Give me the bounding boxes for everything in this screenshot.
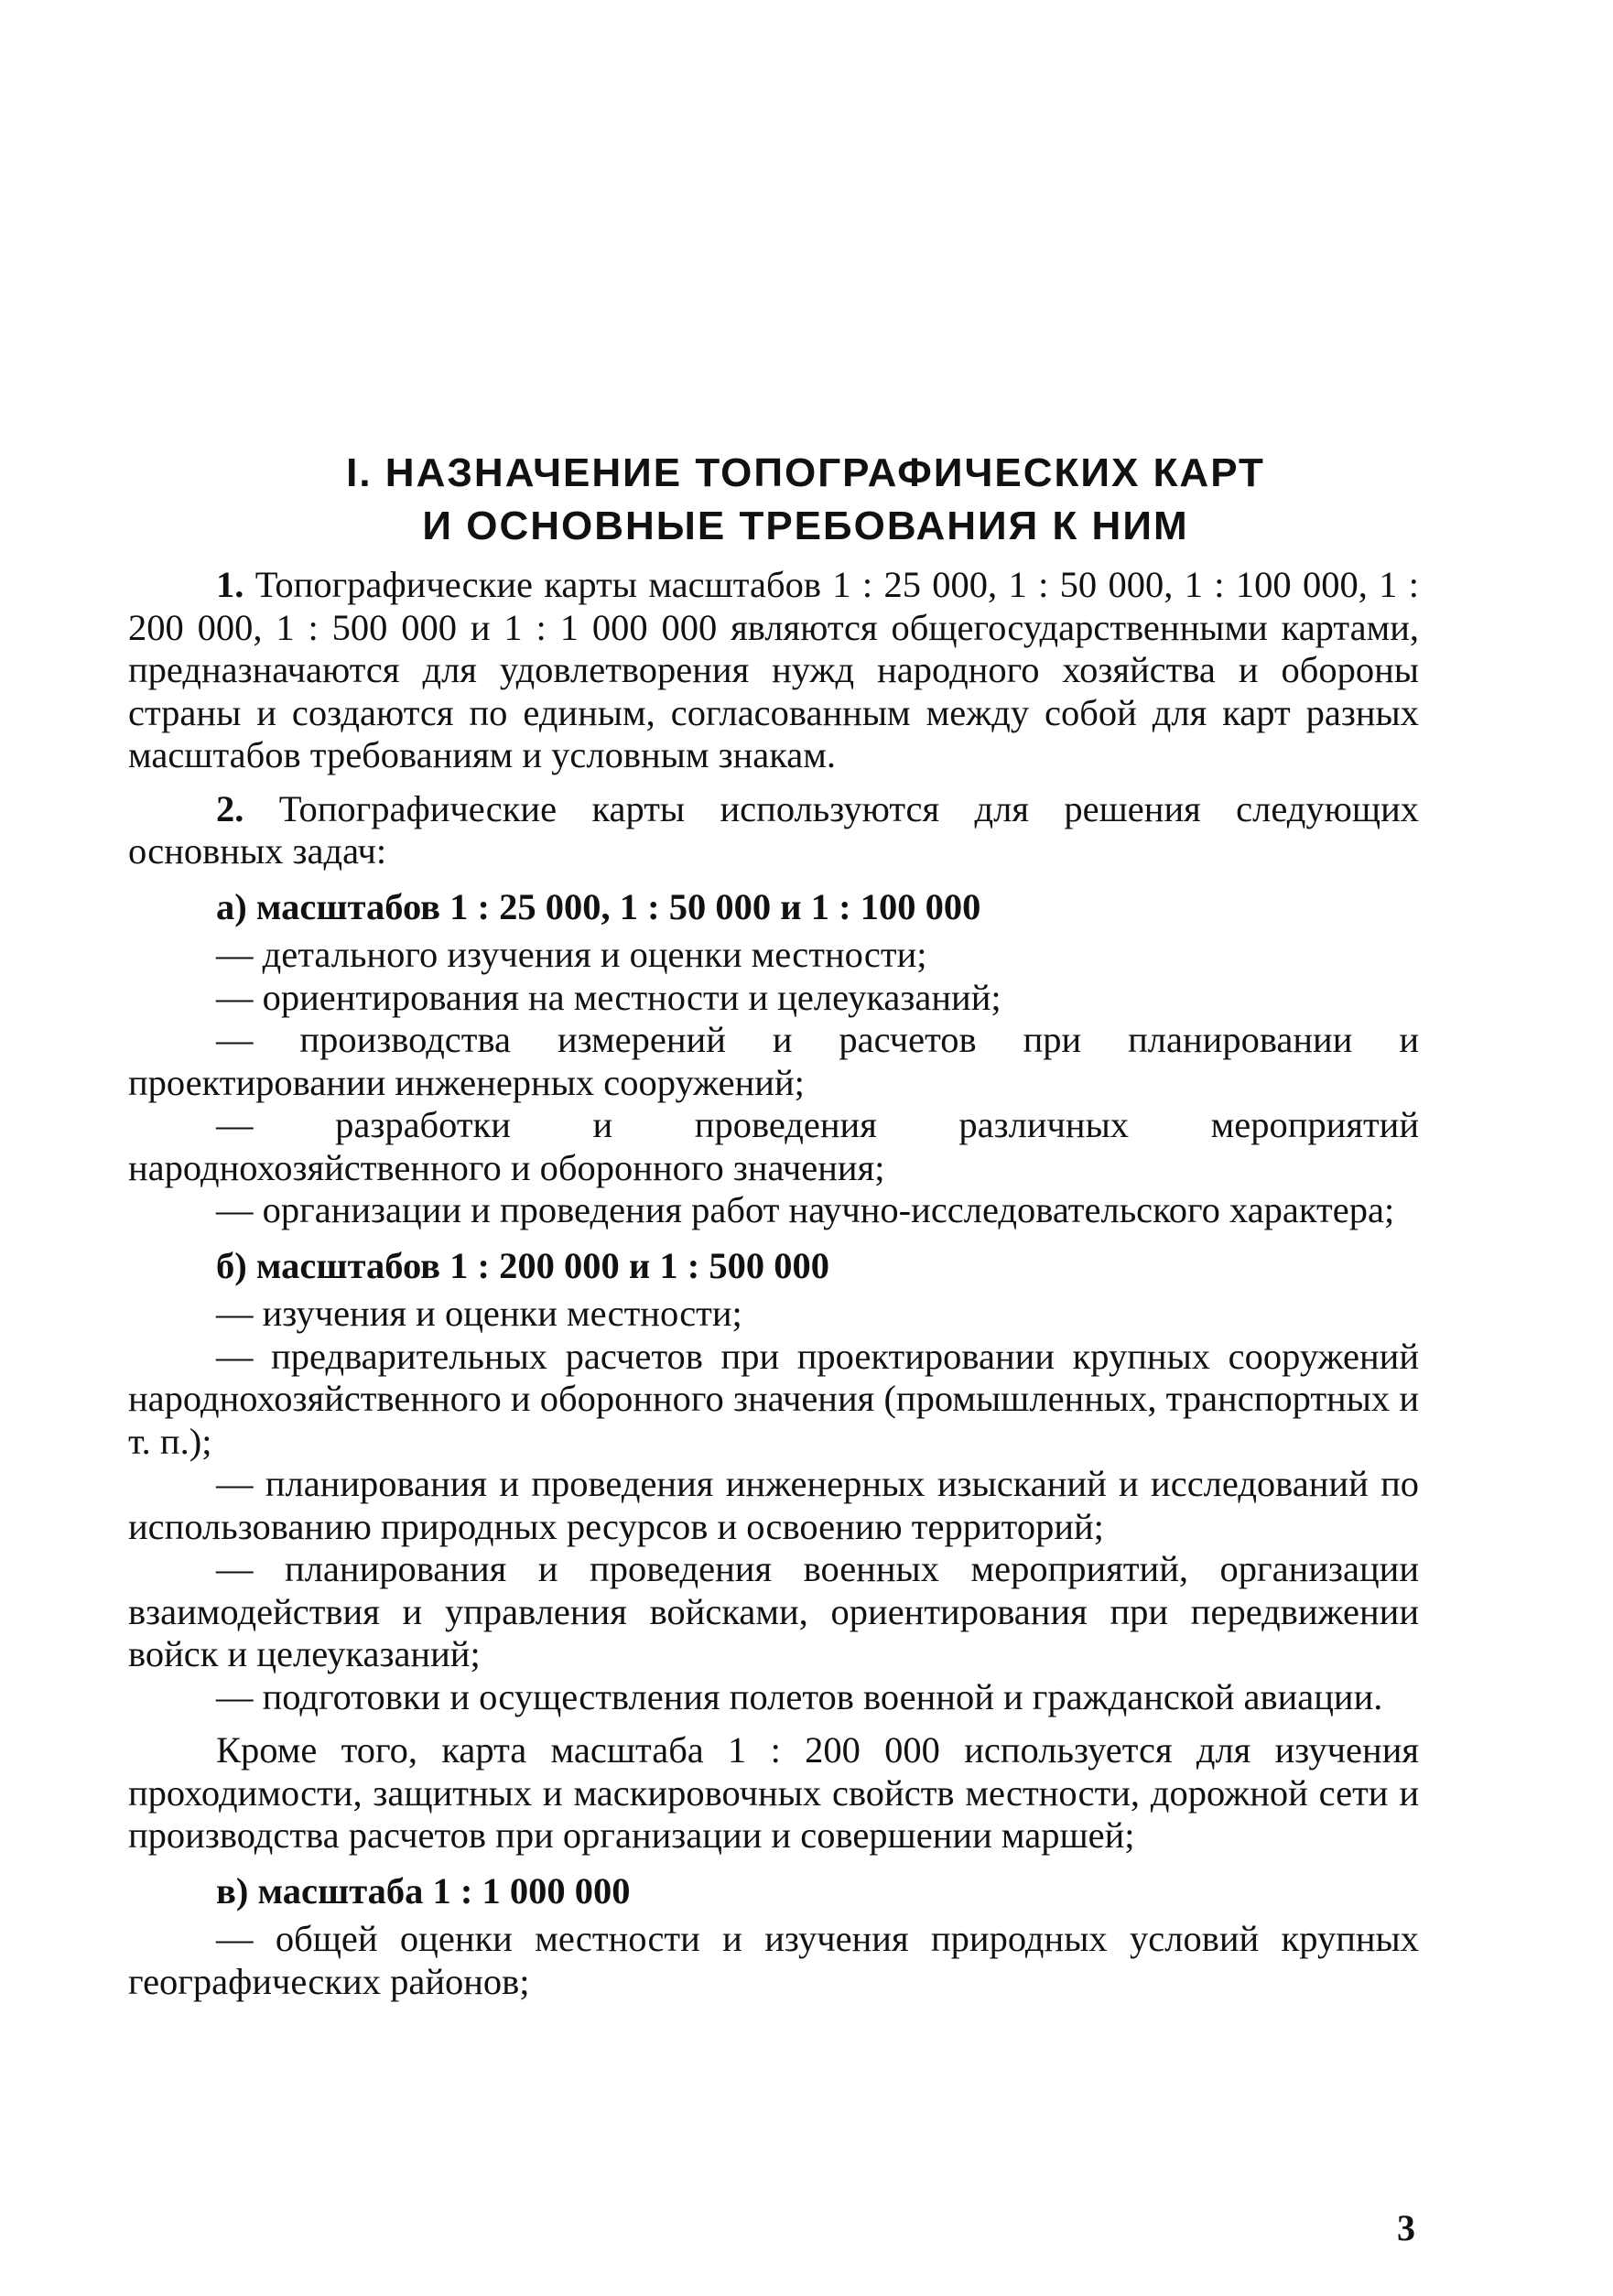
list-item: — ориентирования на местности и целеуказаний; [216, 976, 1001, 1018]
list-item: — подготовки и осуществления полетов военной и гражданской авиации. [216, 1675, 1383, 1717]
list-item: — детального изучения и оценки местности; [216, 934, 927, 975]
list-item: — общей оценки местности и изучения природных условий крупных географических районов; [128, 1918, 1419, 2002]
section-c-heading: в) масштаба 1 : 1 000 000 [216, 1869, 631, 1912]
paragraph-2 [128, 788, 1419, 873]
section-a-heading: а) масштабов 1 : 25 000, 1 : 50 000 и 1 : 100 000 [216, 885, 981, 927]
body-text [128, 564, 1419, 2003]
section-b-note: Кроме того, карта масштаба 1 : 200 000 используется для изучения проходимости, защитных и маскировочных свойств местности, дорожной сети и производства расчетов при организации и совершении маршей; [128, 1729, 1419, 1856]
section-b-heading: б) масштабов 1 : 200 000 и 1 : 500 000 [216, 1244, 829, 1286]
list-item: — разработки и проведения различных мероприятий народнохозяйственного и оборонного значения; [128, 1104, 1419, 1188]
paragraph-number: 1. [216, 564, 244, 605]
paragraph-text: Топографические карты используются для решения следующих основных задач: [128, 787, 1419, 872]
list-item: — планирования и проведения инженерных изысканий и исследований по использованию природных ресурсов и освоению территорий; [128, 1463, 1419, 1547]
list-item: — производства измерений и расчетов при планировании и проектировании инженерных сооружений; [128, 1019, 1419, 1103]
paragraph-number: 2. [216, 787, 244, 829]
list-item: — предварительных расчетов при проектировании крупных сооружений народнохозяйственного и оборонного значения (промышленных, транспортных и т. п.); [128, 1335, 1419, 1462]
chapter-heading-line-1: I. НАЗНАЧЕНИЕ ТОПОГРАФИЧЕСКИХ КАРТ [346, 450, 1265, 495]
list-item: — планирования и проведения военных мероприятий, организации взаимодействия и управления войсками, ориентирования при передвижении войск и целеуказаний; [128, 1548, 1419, 1674]
list-item: — изучения и оценки местности; [216, 1293, 742, 1334]
page-number: 3 [1397, 2207, 1415, 2248]
chapter-heading [128, 447, 1483, 553]
paragraph-text: Топографические карты масштабов 1 : 25 000, 1 : 50 000, 1 : 100 000, 1 : 200 000, 1 : 500 000 и 1 : 1 000 000 являются общегосударственными картами, предназначаются для удовлетворения нужд народного хозяйства и обороны страны и создаются по единым, согласованным между собой для карт разных масштабов требованиям и условным знакам. [128, 564, 1419, 775]
chapter-heading-line-2: И ОСНОВНЫЕ ТРЕБОВАНИЯ К НИМ [422, 504, 1189, 548]
list-item: — организации и проведения работ научно-исследовательского характера; [216, 1189, 1395, 1230]
paragraph-1 [128, 564, 1419, 777]
